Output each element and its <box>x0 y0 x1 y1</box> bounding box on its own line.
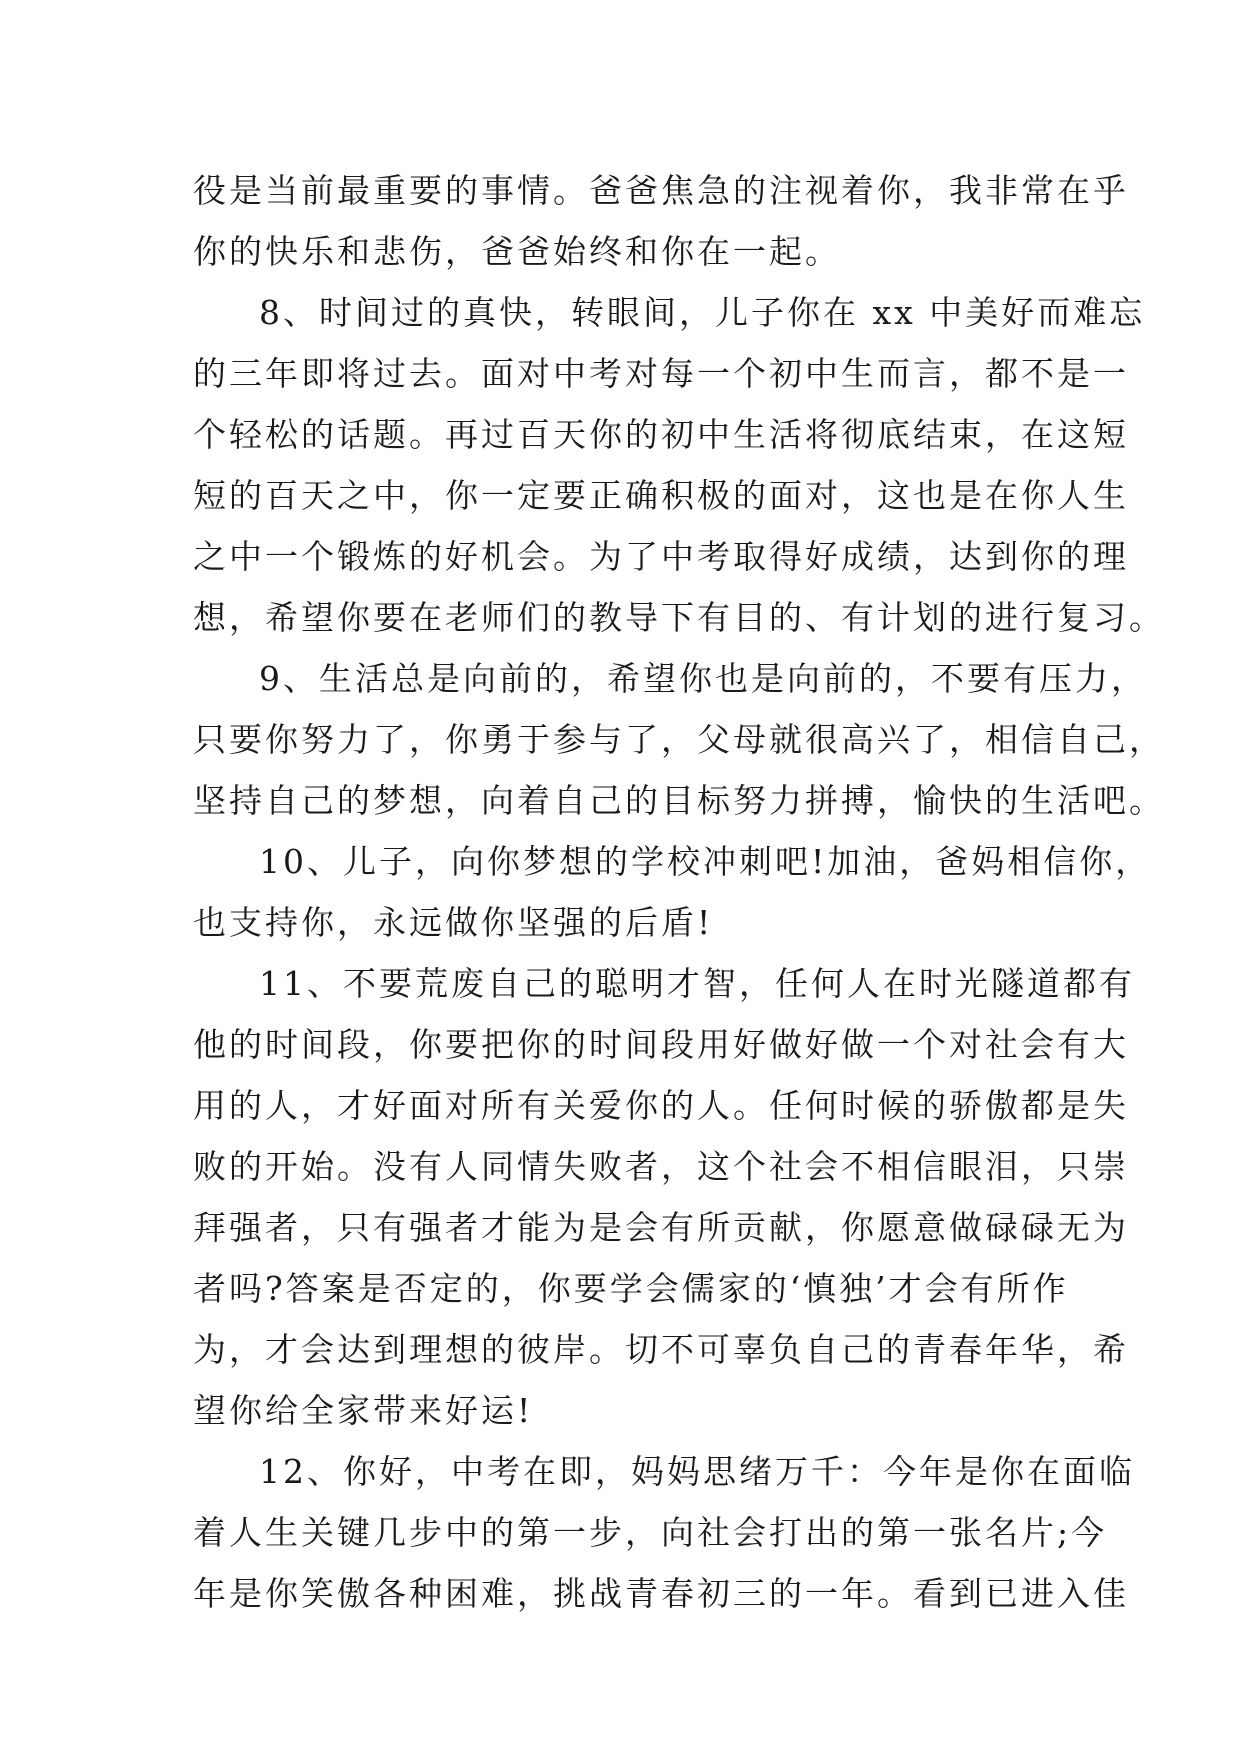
paragraph-10-start: 10、儿子，向你梦想的学校冲刺吧!加油，爸妈相信你， <box>259 842 1152 881</box>
body-text <box>193 160 1165 1624</box>
text-line: 用的人，才好面对所有关爱你的人。任何时候的骄傲都是失 <box>193 1086 1129 1125</box>
text-line: 役是当前最重要的事情。爸爸焦急的注视着你，我非常在乎 <box>193 171 1129 210</box>
paragraph-9-start: 9、生活总是向前的，希望你也是向前的，不要有压力， <box>259 659 1147 698</box>
paragraph-8-start: 8、时间过的真快，转眼间，儿子你在 xx 中美好而难忘 <box>259 293 1146 332</box>
text-line: 拜强者，只有强者才能为是会有所贡献，你愿意做碌碌无为 <box>193 1208 1129 1247</box>
text-line: 之中一个锻炼的好机会。为了中考取得好成绩，达到你的理 <box>193 537 1129 576</box>
text-line: 你的快乐和悲伤，爸爸始终和你在一起。 <box>193 232 841 271</box>
paragraph-12-start: 12、你好，中考在即，妈妈思绪万千：今年是你在面临 <box>259 1452 1135 1491</box>
text-line: 想，希望你要在老师们的教导下有目的、有计划的进行复习。 <box>193 598 1165 637</box>
text-line: 也支持你，永远做你坚强的后盾! <box>193 903 714 942</box>
text-line: 个轻松的话题。再过百天你的初中生活将彻底结束，在这短 <box>193 415 1129 454</box>
text-line: 为，才会达到理想的彼岸。切不可辜负自己的青春年华，希 <box>193 1330 1129 1369</box>
text-line: 的三年即将过去。面对中考对每一个初中生而言，都不是一 <box>193 354 1129 393</box>
text-line: 短的百天之中，你一定要正确积极的面对，这也是在你人生 <box>193 476 1129 515</box>
text-line: 望你给全家带来好运! <box>193 1391 534 1430</box>
text-line: 坚持自己的梦想，向着自己的目标努力拼搏，愉快的生活吧。 <box>193 781 1165 820</box>
paragraph-11-start: 11、不要荒废自己的聪明才智，任何人在时光隧道都有 <box>259 964 1135 1003</box>
text-line: 他的时间段，你要把你的时间段用好做好做一个对社会有大 <box>193 1025 1129 1064</box>
text-line: 只要你努力了，你勇于参与了，父母就很高兴了，相信自己， <box>193 720 1165 759</box>
text-line: 年是你笑傲各种困难，挑战青春初三的一年。看到已进入佳 <box>193 1574 1129 1613</box>
text-line: 着人生关键几步中的第一步，向社会打出的第一张名片;今 <box>193 1513 1108 1552</box>
text-line: 者吗?答案是否定的，你要学会儒家的‘慎独’才会有所作 <box>193 1269 1069 1308</box>
text-line: 败的开始。没有人同情失败者，这个社会不相信眼泪，只崇 <box>193 1147 1129 1186</box>
